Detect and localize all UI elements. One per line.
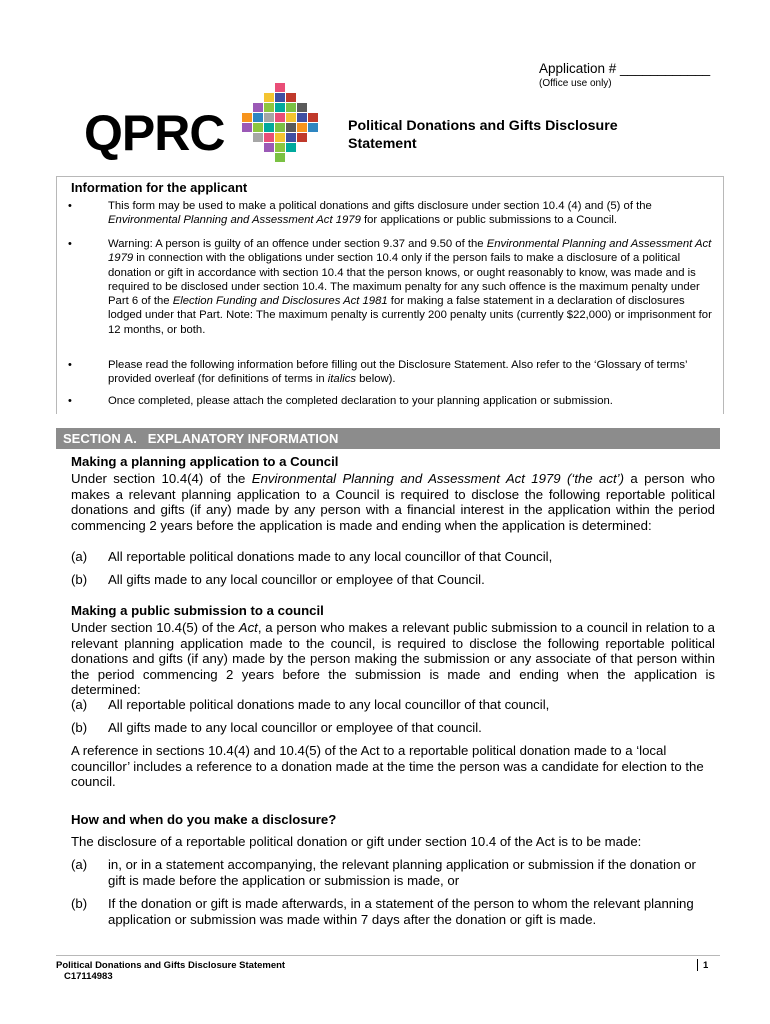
- logo-mosaic-tile: [242, 113, 252, 122]
- planning-item-a: All reportable political donations made to any local councillor of that Council,: [108, 549, 553, 564]
- bullet-icon: •: [68, 200, 72, 212]
- logo-mosaic-tile: [275, 103, 285, 112]
- item-label: (b): [71, 720, 88, 735]
- logo-mosaic-tile: [275, 123, 285, 132]
- bullet-icon: •: [68, 395, 72, 407]
- how-when-intro: The disclosure of a reportable political donation or gift under section 10.4 of the Act is to be made:: [71, 834, 642, 849]
- logo-mosaic-tile: [264, 133, 274, 142]
- logo-mosaic-tile: [308, 113, 318, 122]
- public-submission-heading: Making a public submission to a council: [71, 603, 324, 618]
- footer-page-number: 1: [703, 960, 709, 971]
- logo-mosaic-tile: [253, 123, 263, 132]
- item-label: (a): [71, 697, 88, 712]
- bullet-icon: •: [68, 359, 72, 371]
- logo-mosaic-tile: [286, 133, 296, 142]
- section-a-title: SECTION A. EXPLANATORY INFORMATION: [63, 431, 339, 446]
- footer-title: Political Donations and Gifts Disclosure Statement: [56, 960, 286, 971]
- application-number-label: Application # ____________: [539, 61, 711, 76]
- footer-page-separator: [697, 959, 698, 971]
- office-use-note: (Office use only): [539, 78, 612, 89]
- how-when-item-b: If the donation or gift is made afterwards, in a statement of the person to whom the relevant planning application or submission was made within 7 days after the donation or gift is made.: [108, 896, 694, 927]
- submission-item-a: All reportable political donations made to any local councillor of that council,: [108, 697, 550, 712]
- info-bullet-4: Once completed, please attach the completed declaration to your planning application or submission.: [108, 395, 613, 407]
- submission-item-b: All gifts made to any local councillor or employee of that council.: [108, 720, 482, 735]
- qprc-logo-mosaic-icon: [242, 83, 320, 163]
- logo-mosaic-tile: [308, 123, 318, 132]
- logo-mosaic-tile: [275, 133, 285, 142]
- logo-mosaic-tile: [286, 93, 296, 102]
- info-bullet-2: Warning: A person is guilty of an offence under section 9.37 and 9.50 of the Environmental Planning and Assessment Act 1979 in connection with the obligations under section 10.4 only if the person fails to make a disclosure of a political donation or gift in accordance with section 10.4 that the person knows, or ought reasonably to know, was made and is required to be disclosed under section 10.4. The maximum penalty for any such offence is the maximum penalty under Part 6 of the Election Funding and Disclosures Act 1981 for making a false statement in a declaration of disclosures lodged under that Part. Note: The maximum penalty is currently 200 penalty units (currently $22,000) or imprisonment for 12 months, or both.: [108, 238, 712, 336]
- item-label: (a): [71, 549, 88, 564]
- logo-mosaic-tile: [275, 153, 285, 162]
- item-label: (b): [71, 572, 88, 587]
- planning-application-paragraph: Under section 10.4(4) of the Environmental Planning and Assessment Act 1979 (‘the act’) a person who makes a relevant planning application to a Council is required to disclose the following reportable political donations and gifts (if any) made by any person with a financial interest in the application within the period commencing 2 years before the application is made and ending when the application is determined:: [71, 471, 716, 533]
- local-councillor-reference-paragraph: A reference in sections 10.4(4) and 10.4(5) of the Act to a reportable political donation made to a ‘local councillor’ includes a reference to a donation made at the time the person was a candidate for election to the council.: [71, 743, 704, 790]
- how-when-heading: How and when do you make a disclosure?: [71, 812, 337, 827]
- logo-mosaic-tile: [275, 113, 285, 122]
- info-heading: Information for the applicant: [71, 180, 248, 195]
- logo-mosaic-tile: [275, 143, 285, 152]
- planning-application-heading: Making a planning application to a Council: [71, 454, 339, 469]
- public-submission-paragraph: Under section 10.4(5) of the Act, a person who makes a relevant public submission to a council in relation to a relevant planning application made to the council, is required to disclose the following reportable political donations and gifts (if any) made by the person making the submission or any associate of that person within the period commencing 2 years before the submission is made and ending when the application is determined:: [71, 620, 715, 698]
- item-label: (a): [71, 857, 88, 872]
- item-label: (b): [71, 896, 88, 911]
- logo-mosaic-tile: [297, 133, 307, 142]
- logo-mosaic-tile: [286, 123, 296, 132]
- info-bullet-1: This form may be used to make a political donations and gifts disclosure under section 10.4 (4) and (5) of the Environmental Planning and Assessment Act 1979 for applications or public submissions to a Council.: [108, 200, 652, 227]
- planning-item-b: All gifts made to any local councillor or employee of that Council.: [108, 572, 485, 587]
- logo-mosaic-tile: [264, 103, 274, 112]
- logo-mosaic-tile: [264, 93, 274, 102]
- footer-document-code: C17114983: [64, 971, 113, 982]
- footer-divider: [56, 955, 720, 956]
- qprc-logo-text: QPRC: [84, 105, 225, 161]
- logo-mosaic-tile: [264, 143, 274, 152]
- logo-mosaic-tile: [264, 123, 274, 132]
- logo-mosaic-tile: [253, 133, 263, 142]
- logo-mosaic-tile: [275, 93, 285, 102]
- logo-mosaic-tile: [253, 113, 263, 122]
- logo-mosaic-tile: [297, 113, 307, 122]
- logo-mosaic-tile: [286, 113, 296, 122]
- logo-mosaic-tile: [242, 123, 252, 132]
- logo-mosaic-tile: [297, 103, 307, 112]
- how-when-item-a: in, or in a statement accompanying, the relevant planning application or submission if the donation or gift is made before the application or submission is made, or: [108, 857, 696, 888]
- logo-mosaic-tile: [286, 143, 296, 152]
- logo-mosaic-tile: [286, 103, 296, 112]
- logo-mosaic-tile: [275, 83, 285, 92]
- logo-mosaic-tile: [253, 103, 263, 112]
- document-title: Political Donations and Gifts Disclosure Statement: [348, 118, 618, 152]
- logo-mosaic-tile: [297, 123, 307, 132]
- logo-mosaic-tile: [264, 113, 274, 122]
- info-bullet-3: Please read the following information before filling out the Disclosure Statement. Also refer to the ‘Glossary of terms’ provided overleaf (for definitions of terms in italics below).: [108, 359, 688, 386]
- bullet-icon: •: [68, 238, 72, 250]
